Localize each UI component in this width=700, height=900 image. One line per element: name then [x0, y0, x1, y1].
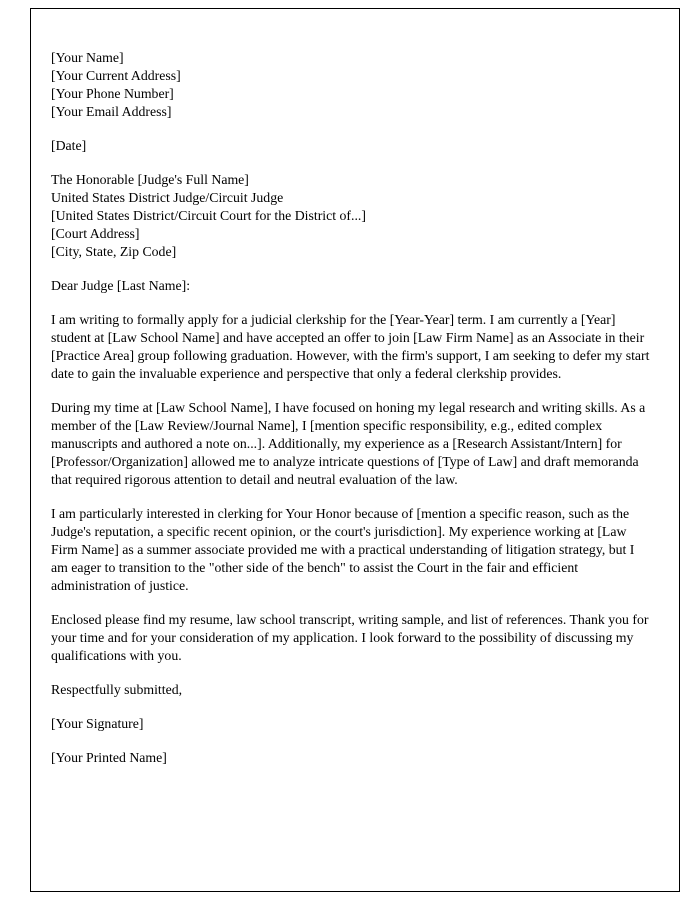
body-paragraph-1: I am writing to formally apply for a judicial clerkship for the [Year-Year] term. I am currently a [Year] student at [Law School Name] and have accepted an offer to join [Law Firm Name] as an Associate in their [Practice Area] group following graduation. However, with the firm's support, I am seeking to defer my start date to gain the invaluable experience and perspective that only a federal clerkship provides. [51, 312, 650, 381]
body-paragraph-4: Enclosed please find my resume, law school transcript, writing sample, and list of references. Thank you for your time and for your consideration of my application. I look forward to the possibility of discussing my qualifications with you. [51, 612, 649, 663]
recipient-address: [Court Address] [51, 226, 140, 241]
body-paragraph-2: During my time at [Law School Name], I have focused on honing my legal research and writing skills. As a member of the [Law Review/Journal Name], I [mention specific responsibility, e.g., edited complex manuscripts and authored a note on...]. Additionally, my experience as a [Research Assistant/Intern] for [Professor/Organization] allowed me to analyze intricate questions of [Type of Law] and draft memoranda that required rigorous attention to detail and neutral evaluation of the law. [51, 400, 646, 487]
recipient-block [51, 171, 651, 261]
printed-name: [Your Printed Name] [51, 750, 167, 765]
signature-placeholder: [Your Signature] [51, 716, 144, 731]
sender-phone: [Your Phone Number] [51, 86, 174, 101]
sender-address: [Your Current Address] [51, 68, 181, 83]
sender-email: [Your Email Address] [51, 104, 172, 119]
salutation: Dear Judge [Last Name]: [51, 278, 191, 293]
sender-block [51, 49, 651, 121]
recipient-title: United States District Judge/Circuit Judge [51, 190, 284, 205]
letter-content [31, 49, 679, 783]
recipient-court: [United States District/Circuit Court for the District of...] [51, 208, 366, 223]
letter-page-border [30, 8, 680, 892]
recipient-honorable: The Honorable [Judge's Full Name] [51, 172, 249, 187]
recipient-city-state-zip: [City, State, Zip Code] [51, 244, 177, 259]
closing: Respectfully submitted, [51, 682, 183, 697]
date-block [51, 137, 651, 155]
sender-name: [Your Name] [51, 50, 124, 65]
date-line: [Date] [51, 138, 87, 153]
body-paragraph-3: I am particularly interested in clerking for Your Honor because of [mention a specific reason, such as the Judge's reputation, a specific recent opinion, or the court's jurisdiction]. My experience working at [Law Firm Name] as a summer associate provided me with a practical understanding of litigation strategy, but I am eager to transition to the "other side of the bench" to assist the Court in the fair and efficient administration of justice. [51, 506, 635, 593]
